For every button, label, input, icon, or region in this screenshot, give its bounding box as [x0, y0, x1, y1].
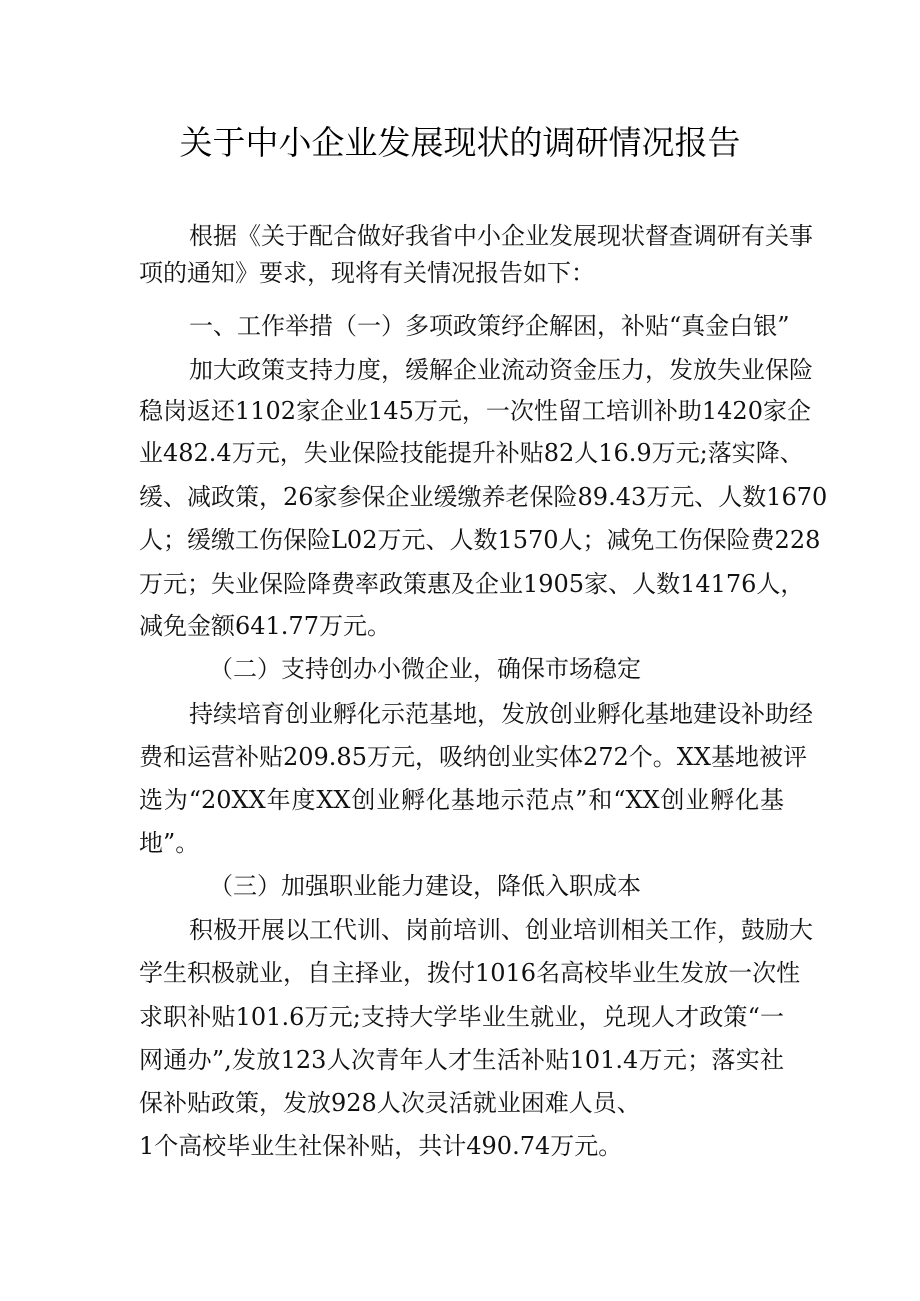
- paragraph-line: 选为“20XX年度XX创业孵化基地示范点”和“XX创业孵化基: [139, 786, 784, 814]
- paragraph-line: 稳岗返还1102家企业145万元，一次性留工培训补助1420家企: [139, 397, 811, 425]
- paragraph-line: 1个高校毕业生社保补贴，共计490.74万元。: [139, 1132, 623, 1160]
- paragraph-line: 减免金额641.77万元。: [139, 612, 391, 640]
- paragraph-line: 保补贴政策，发放928人次灵活就业困难人员、: [139, 1089, 641, 1117]
- paragraph-line: 缓、减政策，26家参保企业缓缴养老保险89.43万元、人数1670: [139, 483, 828, 511]
- document-title: 关于中小企业发展现状的调研情况报告: [179, 123, 741, 162]
- paragraph-line: 求职补贴101.6万元;支持大学毕业生就业，兑现人才政策“一: [139, 1003, 784, 1031]
- paragraph-line: 业482.4万元，失业保险技能提升补贴82人16.9万元;落实降、: [139, 439, 804, 467]
- subsection-heading: （二）支持创办小微企业，确保市场稳定: [209, 655, 641, 683]
- section-heading: 一、工作举措（一）多项政策纾企解困，补贴“真金白银”: [189, 312, 790, 340]
- paragraph-line: 学生积极就业，自主择业，拨付1016名高校毕业生发放一次性: [139, 959, 801, 987]
- paragraph-line: 项的通知》要求，现将有关情况报告如下：: [139, 259, 595, 287]
- paragraph-line: 费和运营补贴209.85万元，吸纳创业实体272个。XX基地被评: [139, 743, 807, 771]
- paragraph-line: 万元；失业保险降费率政策惠及企业1905家、人数14176人，: [139, 570, 805, 598]
- paragraph-line: 人；缓缴工伤保险L02万元、人数1570人；减免工伤保险费228: [139, 526, 821, 554]
- paragraph-line: 积极开展以工代训、岗前培训、创业培训相关工作，鼓励大: [189, 916, 813, 944]
- paragraph-line: 持续培育创业孵化示范基地，发放创业孵化基地建设补助经: [189, 700, 813, 728]
- paragraph-line: 根据《关于配合做好我省中小企业发展现状督查调研有关事: [189, 222, 813, 250]
- paragraph-line: 加大政策支持力度，缓解企业流动资金压力，发放失业保险: [189, 356, 813, 384]
- paragraph-line: 地”。: [139, 829, 200, 857]
- paragraph-line: 网通办”,发放123人次青年人才生活补贴101.4万元；落实社: [139, 1046, 784, 1074]
- subsection-heading: （三）加强职业能力建设，降低入职成本: [209, 872, 641, 900]
